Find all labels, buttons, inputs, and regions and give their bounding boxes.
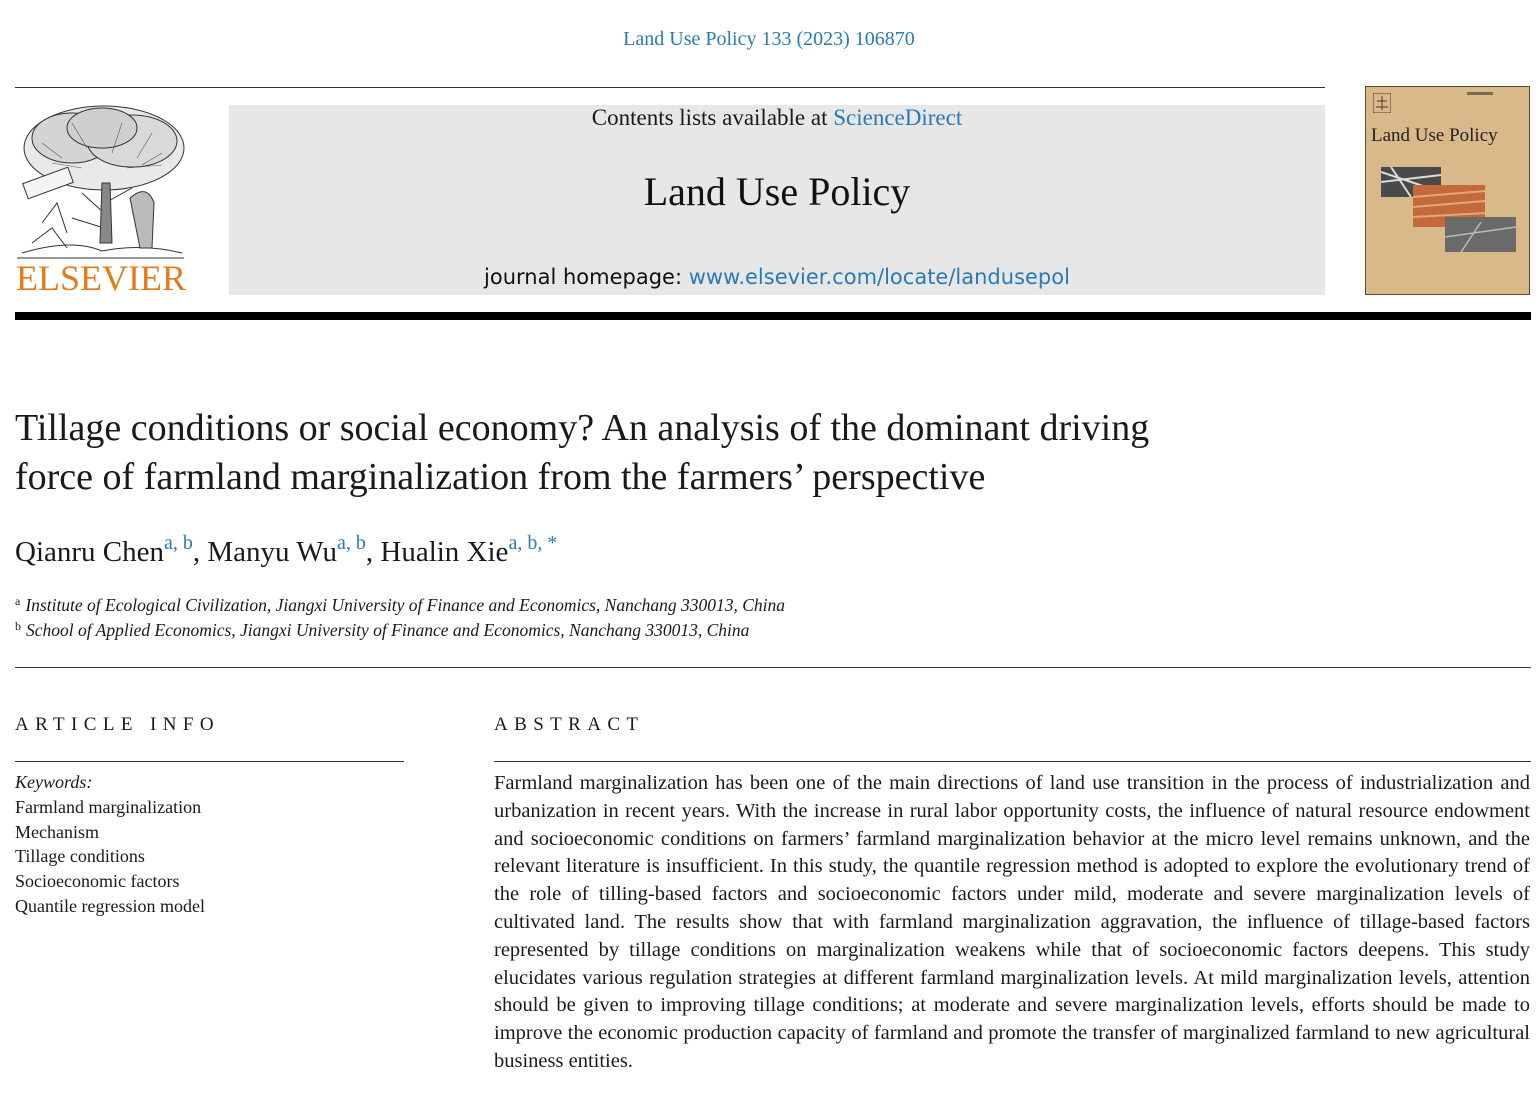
author-name[interactable]: Qianru Chen — [15, 536, 164, 568]
elsevier-logo — [12, 103, 190, 299]
article-title — [15, 404, 1415, 502]
keyword-item: Quantile regression model — [15, 895, 205, 916]
section-rule — [15, 667, 1531, 668]
sciencedirect-link[interactable]: ScienceDirect — [833, 105, 963, 130]
author-list: Qianru Chen$^{a, b}$, Manyu Wu$^{a, b}$, Hualin Xie$^{a, b, *}$ — [15, 532, 558, 568]
article-info-heading: ARTICLE INFO — [15, 714, 220, 735]
author-affiliation-marks[interactable]: a, b, * — [508, 532, 558, 554]
affiliation-text: School of Applied Economics, Jiangxi University of Finance and Economics, Nanchang 330013, China — [26, 620, 750, 640]
author-name[interactable]: Manyu Wu — [207, 536, 337, 568]
journal-title: Land Use Policy — [643, 169, 911, 214]
keywords-label: Keywords: — [15, 772, 93, 792]
keywords-block — [15, 770, 205, 919]
affiliation-text: Institute of Ecological Civilization, Jiangxi University of Finance and Economics, Nanchang 330013, China — [25, 595, 786, 615]
header-thick-rule — [15, 312, 1531, 320]
cover-title: Land Use Policy — [1371, 125, 1498, 146]
affiliation-mark: b — [15, 619, 21, 633]
article-title-line: force of farmland marginalization from the farmers’ perspective — [15, 456, 986, 498]
author-name[interactable]: Hualin Xie — [380, 536, 509, 568]
header-rule — [15, 87, 1325, 88]
affiliation-mark: a — [15, 594, 21, 608]
elsevier-tree-icon — [12, 103, 190, 263]
keyword-item: Farmland marginalization — [15, 796, 202, 817]
journal-cover-thumbnail[interactable] — [1365, 86, 1530, 295]
article-info-rule — [15, 761, 404, 762]
contents-line — [229, 105, 1325, 131]
elsevier-mini-logo-icon — [1373, 93, 1391, 113]
author-affiliation-marks[interactable]: a, b — [164, 532, 193, 554]
keyword-item: Tillage conditions — [15, 846, 145, 867]
abstract-rule — [494, 761, 1531, 762]
affiliation — [15, 594, 785, 616]
homepage-line — [229, 265, 1325, 289]
homepage-prefix: journal homepage: — [484, 265, 689, 289]
contents-prefix: Contents lists available at — [591, 105, 834, 130]
article-title-line: Tillage conditions or social economy? An analysis of the dominant driving — [15, 407, 1150, 449]
author-affiliation-marks[interactable]: a, b — [336, 532, 366, 554]
cover-image-collage-icon — [1381, 167, 1516, 252]
keyword-item: Mechanism — [15, 821, 99, 842]
journal-citation[interactable] — [0, 28, 1538, 51]
journal-banner — [229, 105, 1325, 295]
homepage-link[interactable]: www.elsevier.com/locate/landusepol — [688, 265, 1070, 289]
citation-link[interactable]: Land Use Policy 133 (2023) 106870 — [623, 28, 915, 50]
cover-issn-mark — [1467, 92, 1493, 95]
abstract-text: Farmland marginalization has been one of the main directions of land use transition in the process of industrialization and urbanization in recent years. With the increase in rural labor opportunity costs, the influence of natural resource endowment and socioeconomic conditions on farmers’ farmland marginalization behavior at the micro level remains unknown, and the relevant literature is insufficient. In this study, the quantile regression method is adopted to explore the evolutionary trend of the role of tilling-based factors and socioeconomic factors under mild, moderate and severe marginalization levels of cultivated land. The results show that with farmland marginalization aggravation, the influence of tillage-based factors represented by tillage conditions on marginalization weakens while that of socioeconomic factors deepens. This study elucidates various regulation strategies at different farmland marginalization levels. At mild marginalization levels, attention should be given to improving tillage conditions; at moderate and severe marginalization levels, efforts should be made to improve the economic production capacity of farmland and promote the transfer of marginalized farmland to new agricultural business entities. — [494, 772, 1530, 1072]
keyword-item: Socioeconomic factors — [15, 871, 180, 892]
abstract-heading: ABSTRACT — [494, 714, 645, 735]
publisher-wordmark: ELSEVIER — [16, 258, 186, 298]
affiliation — [15, 619, 749, 641]
